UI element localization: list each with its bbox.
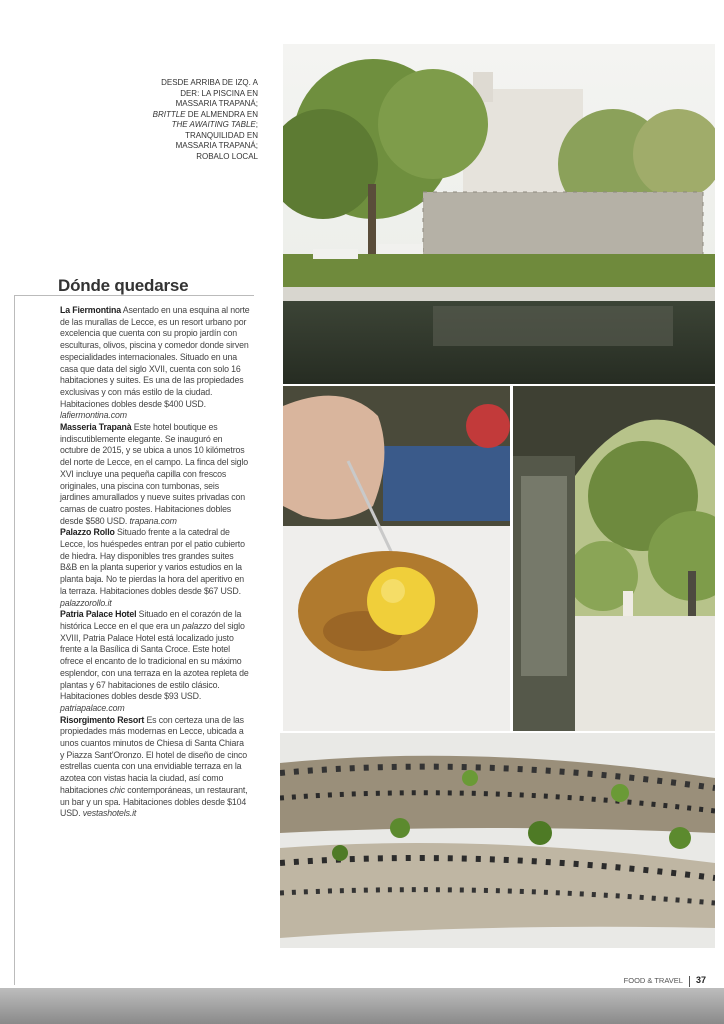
- hotel-entry: Risorgimento Resort Es con certeza una de las propiedades más modernas en Lecce, ubicada a unos cuantos minutos de Chiesa di Santa Chiara y Piazza Sant'Oronzo. El hotel de diseño de cinco estrellas cuenta con una envidiable terraza en la azotea con vistas hacia la ciudad, así como habitaciones chic contemporáneas, un restaurant, un bar y un spa. Habitaciones dobles desde $104 USD. vestashotels.it: [60, 714, 248, 819]
- hotel-url[interactable]: palazzorollo.it: [60, 597, 112, 608]
- footer-separator: [689, 976, 690, 987]
- magazine-name: FOOD & TRAVEL: [623, 976, 683, 985]
- photo-terrace: [513, 386, 715, 731]
- box-divider-top: [14, 295, 254, 296]
- hotel-entry: Masseria Trapanà Este hotel boutique es indiscutiblemente elegante. Se inauguró en octubre de 2015, y se ubica a unos 10 kilómetros del norte de Lecce, en el campo. La finca del siglo XVI incluye una pequeña capilla con frescos originales, una piscina con tumbonas, seis jardines amurallados y nueve suites privadas con camas de cuatro postes. Habitaciones dobles desde $580 USD. trapana.com: [60, 422, 248, 526]
- hotel-entry: Patria Palace Hotel Situado en el corazón de la histórica Lecce en el que era un palazzo del siglo XVIII, Patria Palace Hotel está localizado justo frente a la Basílica di Santa Croce. Este hotel ofrece el encanto de lo tradicional en su máximo esplendor, con una terraza en la azotea repleta de plantas y 67 habitaciones de estilo clásico. Habitaciones dobles desde $93 USD. patriapalace.com: [60, 609, 249, 713]
- page-number: 37: [695, 975, 706, 985]
- photo-fish: [280, 733, 715, 948]
- hotel-url[interactable]: patriapalace.com: [60, 702, 125, 713]
- hotels-list: [60, 305, 250, 820]
- section-heading: Dónde quedarse: [58, 276, 189, 295]
- photo-dessert: [283, 386, 510, 731]
- hotel-url[interactable]: trapana.com: [129, 515, 177, 526]
- box-divider-left: [14, 295, 15, 985]
- page-footer: [624, 975, 706, 987]
- hotel-entry: Palazzo Rollo Situado frente a la catedral de Lecce, los huéspedes entran por el patio cubierto de hiedra. Hay disponibles tres grandes suites B&B en la planta superior y varios estudios en la planta baja. No te pierdas la hora del aperitivo en la terraza. Habitaciones dobles desde $67 USD. palazzorollo.it: [60, 527, 245, 608]
- scan-shadow-bar: [0, 988, 724, 1024]
- photo-caption: DESDE ARRIBA DE IZQ. A DER: LA PISCINA EN MASSARIA TRAPANÁ; BRITTLE DE ALMENDRA EN THE AWAITING TABLE; TRANQUILIDAD EN MASSARIA TRAPANÁ; ROBALO LOCAL: [152, 78, 258, 161]
- hotel-url[interactable]: lafiermontina.com: [60, 410, 127, 421]
- hotel-entry: La Fiermontina Asentado en una esquina al norte de las murallas de Lecce, es un resort urbano por excelencia que cuenta con su propio jardín con esculturas, olivos, piscina y comedor donde sirven especialidades internacionales. Situado en una casa que data del siglo XVII, cuenta con solo 16 habitaciones y suites. Es una de las propiedades exclusivas y con más estilo de la ciudad. Habitaciones dobles desde $400 USD. lafiermontina.com: [60, 305, 250, 421]
- hotel-url[interactable]: vestashotels.it: [82, 808, 137, 819]
- photo-pool: [283, 44, 715, 384]
